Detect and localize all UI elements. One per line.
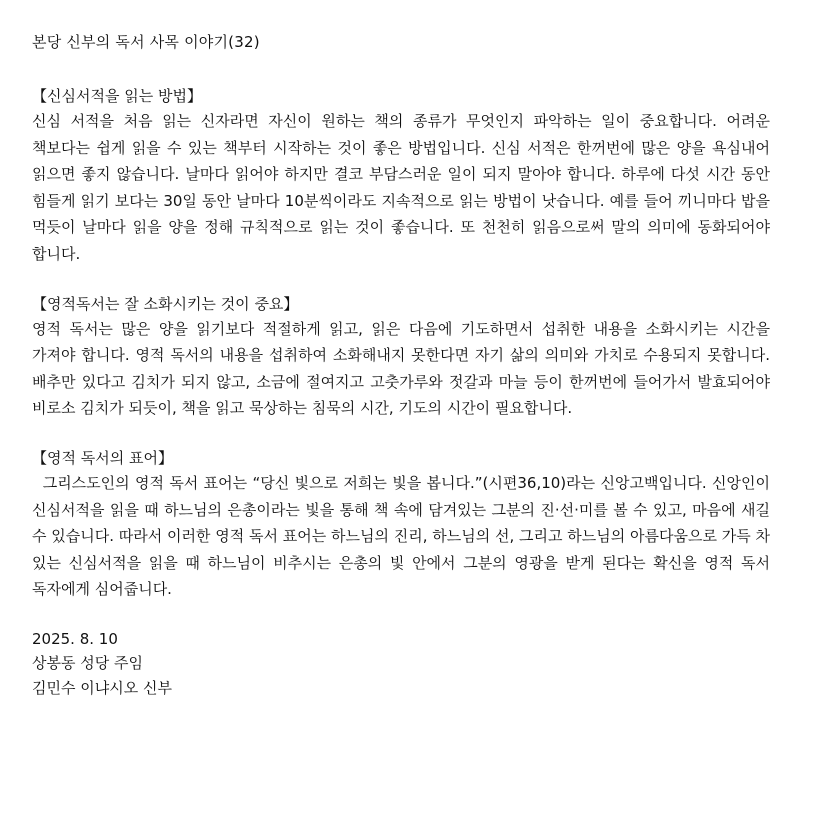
signature-date: 2025. 8. 10 [32,629,118,648]
section-paragraph: 영적 독서는 많은 양을 읽기보다 적절하게 읽고, 읽은 다음에 기도하면서 섭취한 내용을 소화시키는 시간을 가져야 합니다. 영적 독서의 내용을 섭취하여 소화해내지 못한다면 자기 삶의 의미와 가치로 수용되지 못합니다. 배추만 있다고 김치가 되지 않고, 소금에 절여지고 고춧가루와 젓갈과 마늘 등이 한꺼번에 들어가서 발효되어야 비로소 김치가 되듯이, 책을 읽고 묵상하는 침묵의 시간, 기도의 시간이 필요합니다. [32,319,770,418]
document-title: 본당 신부의 독서 사목 이야기(32) [32,33,260,51]
signature-author: 김민수 이냐시오 신부 [32,678,172,697]
section-heading: 【영적 독서의 표어】 [32,448,173,467]
section-digestion [32,292,770,422]
signature-block [32,627,770,701]
section-heading: 【영적독서는 잘 소화시키는 것이 중요】 [32,294,299,313]
section-paragraph: 그리스도인의 영적 독서 표어는 “당신 빛으로 저희는 빛을 봅니다.”(시편36,10)라는 신앙고백입니다. 신앙인이 신심서적을 읽을 때 하느님의 은총이라는 빛을 통해 책 속에 담겨있는 그분의 진·선·미를 볼 수 있고, 마음에 새길 수 있습니다. 따라서 이러한 영적 독서 표어는 하느님의 진리, 하느님의 선, 그리고 하느님의 아름다움으로 가득 차 있는 신심서적을 읽을 때 하느님이 비추시는 은총의 빛 안에서 그분의 영광을 받게 된다는 확신을 영적 독서 독자에게 심어줍니다. [32,473,775,599]
section-reading-method [32,84,770,268]
section-motto [32,446,775,603]
section-heading: 【신심서적을 읽는 방법】 [32,87,202,105]
signature-parish: 상봉동 성당 주임 [32,654,143,673]
section-paragraph: 신심 서적을 처음 읽는 신자라면 자신이 원하는 책의 종류가 무엇인지 파악하는 일이 중요합니다. 어려운 책보다는 쉽게 읽을 수 있는 책부터 시작하는 것이 좋은 방법입니다. 신심 서적은 한꺼번에 많은 양을 욕심내어 읽으면 좋지 않습니다. 날마다 읽어야 하지만 결코 부담스러운 일이 되지 말아야 합니다. 하루에 다섯 시간 동안 힘들게 읽기 보다는 30일 동안 날마다 10분씩이라도 지속적으로 읽는 방법이 낫습니다. 예를 들어 끼니마다 밥을 먹듯이 날마다 읽을 양을 정해 규칙적으로 읽는 것이 좋습니다. 또 천천히 읽음으로써 말의 의미에 동화되어야 합니다. [32,112,770,263]
